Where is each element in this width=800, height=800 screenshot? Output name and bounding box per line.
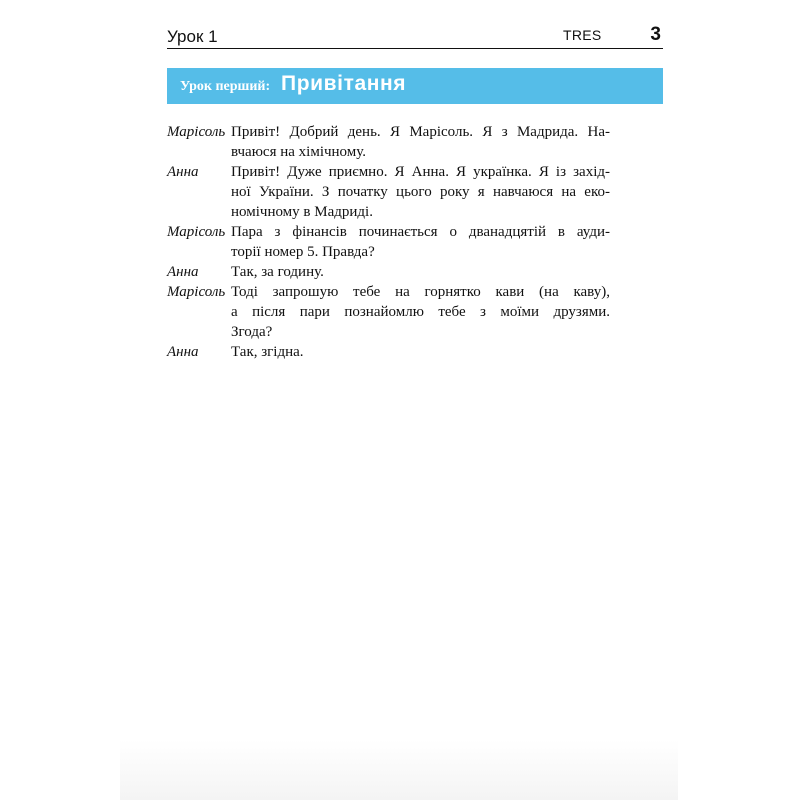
speaker-name: Анна bbox=[167, 264, 199, 280]
page-number: 3 bbox=[650, 24, 661, 45]
text-line: Тоді запрошую тебе на горнятко кави (на каву), bbox=[231, 284, 610, 300]
lesson-subtitle: Урок перший: bbox=[180, 79, 271, 94]
text-line: Згода? bbox=[231, 324, 273, 340]
text-line: Так, згідна. bbox=[231, 344, 304, 360]
turn-text bbox=[231, 222, 610, 262]
dialog-turn bbox=[167, 162, 610, 222]
text-line: а після пари познайомлю тебе з моїми друзями. bbox=[231, 304, 610, 320]
speaker-name: Марісоль bbox=[167, 284, 226, 300]
turn-text bbox=[231, 342, 610, 362]
dialog-turn bbox=[167, 282, 610, 342]
text-line: Привіт! Дуже приємно. Я Анна. Я українка. Я із захід- bbox=[231, 164, 610, 180]
turn-text bbox=[231, 262, 610, 282]
speaker-name: Марісоль bbox=[167, 124, 226, 140]
text-line: Так, за годину. bbox=[231, 264, 324, 280]
dialog-turn bbox=[167, 122, 610, 162]
turn-text bbox=[231, 282, 610, 342]
text-line: торії номер 5. Правда? bbox=[231, 244, 375, 260]
text-line: ної України. З початку цього року я навчаюся на еко- bbox=[231, 184, 610, 200]
text-line: Привіт! Добрий день. Я Марісоль. Я з Мадрида. На- bbox=[231, 124, 610, 140]
text-line: номічному в Мадриді. bbox=[231, 204, 373, 220]
text-line: Пара з фінансів починається о дванадцятій в ауди- bbox=[231, 224, 610, 240]
turn-text bbox=[231, 122, 610, 162]
text-line: вчаюся на хімічному. bbox=[231, 144, 367, 160]
lesson-label: Урок 1 bbox=[167, 27, 218, 46]
book-title: TRES bbox=[563, 27, 602, 43]
dialog-turn bbox=[167, 262, 610, 282]
lesson-banner bbox=[167, 68, 663, 104]
running-header bbox=[167, 24, 663, 49]
speaker-name: Анна bbox=[167, 344, 199, 360]
speaker-name: Марісоль bbox=[167, 224, 226, 240]
dialog bbox=[167, 122, 610, 362]
dialog-turn bbox=[167, 222, 610, 262]
page-bottom-shade bbox=[120, 740, 678, 800]
turn-text bbox=[231, 162, 610, 222]
lesson-title: Привітання bbox=[281, 72, 407, 95]
speaker-name: Анна bbox=[167, 164, 199, 180]
dialog-turn bbox=[167, 342, 610, 362]
